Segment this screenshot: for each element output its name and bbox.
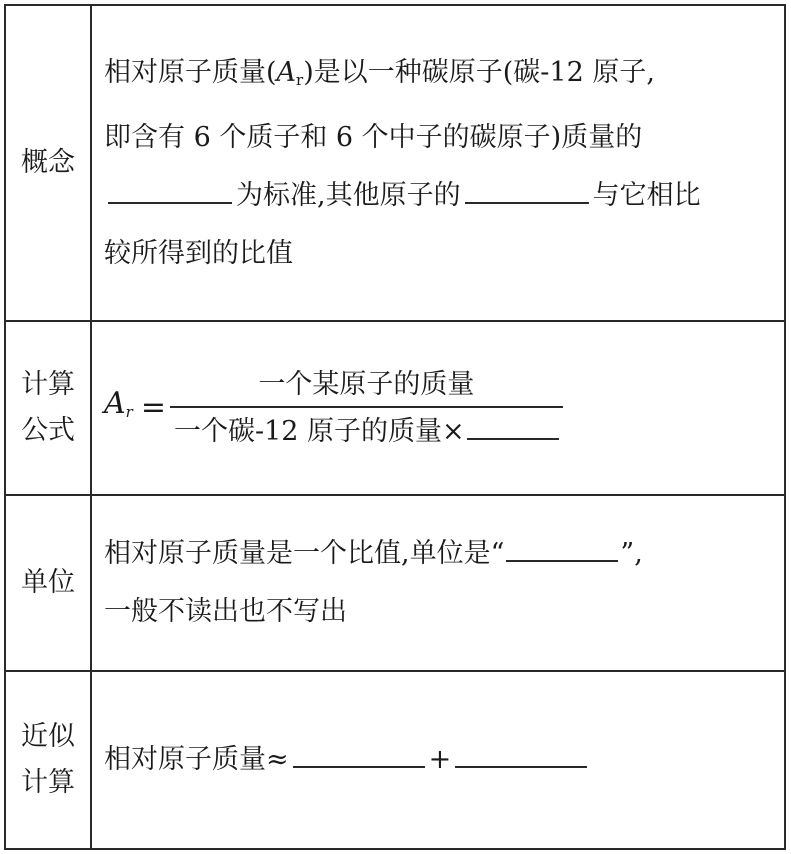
- fraction-denominator: [170, 408, 563, 453]
- content-concept: [91, 5, 785, 321]
- concept-line-2: 即含有 6 个质子和 6 个中子的碳原子)质量的: [104, 121, 643, 153]
- concept-text-1b: )是以一种碳原子(碳-12 原子,: [303, 56, 655, 88]
- fraction-numerator: 一个某原子的质量: [170, 364, 563, 408]
- label-approx-line-2: 计算: [21, 767, 75, 798]
- label-formula-line-2: 公式: [21, 415, 75, 446]
- label-approx-line-1: 近似: [21, 721, 75, 752]
- fraction: [170, 364, 563, 453]
- content-unit: [91, 495, 785, 671]
- row-formula: [5, 321, 785, 495]
- blank-neutron-count[interactable]: [455, 736, 587, 768]
- approx-line: [104, 731, 778, 789]
- atomic-mass-table: [4, 4, 786, 850]
- unit-text-1a: 相对原子质量是一个比值,单位是“: [104, 538, 505, 569]
- blank-fraction-factor[interactable]: [467, 408, 559, 440]
- concept-line-4: 较所得到的比值: [104, 237, 293, 269]
- formula-symbol-a: A: [104, 386, 126, 421]
- unit-line-2: 一般不读出也不写出: [104, 596, 347, 627]
- label-formula-line-1: 计算: [21, 369, 75, 400]
- row-unit: [5, 495, 785, 671]
- concept-text-3b: 与它相比: [592, 179, 701, 211]
- label-unit: [5, 495, 91, 671]
- concept-text-3a: 为标准,其他原子的: [236, 179, 461, 211]
- concept-line-3: [104, 167, 778, 225]
- blank-unit[interactable]: [506, 530, 618, 562]
- formula-symbol-r: r: [125, 403, 133, 421]
- row-concept: [5, 5, 785, 321]
- approx-text: 相对原子质量≈: [104, 744, 289, 775]
- denominator-text: 一个碳-12 原子的质量×: [173, 415, 465, 447]
- unit-line-1: [104, 525, 778, 583]
- concept-text-1a: 相对原子质量(: [104, 56, 277, 88]
- content-formula: [91, 321, 785, 495]
- label-formula: [5, 321, 91, 495]
- label-approx: [5, 671, 91, 849]
- content-approx: [91, 671, 785, 849]
- blank-proton-count[interactable]: [293, 736, 425, 768]
- label-concept: [5, 5, 91, 321]
- label-unit-text: 单位: [21, 567, 75, 598]
- equals-sign: =: [140, 390, 166, 425]
- blank-standard[interactable]: [108, 172, 232, 204]
- concept-line-1: [104, 44, 778, 109]
- formula-symbol: [104, 375, 133, 441]
- row-approx: [5, 671, 785, 849]
- unit-text-1b: ”,: [620, 538, 643, 569]
- label-concept-text: 概念: [21, 147, 75, 178]
- blank-other-atom-mass[interactable]: [465, 172, 589, 204]
- plus-sign: +: [428, 744, 452, 775]
- symbol-r-subscript: r: [296, 70, 304, 89]
- formula: [104, 364, 778, 453]
- symbol-a: A: [276, 56, 297, 88]
